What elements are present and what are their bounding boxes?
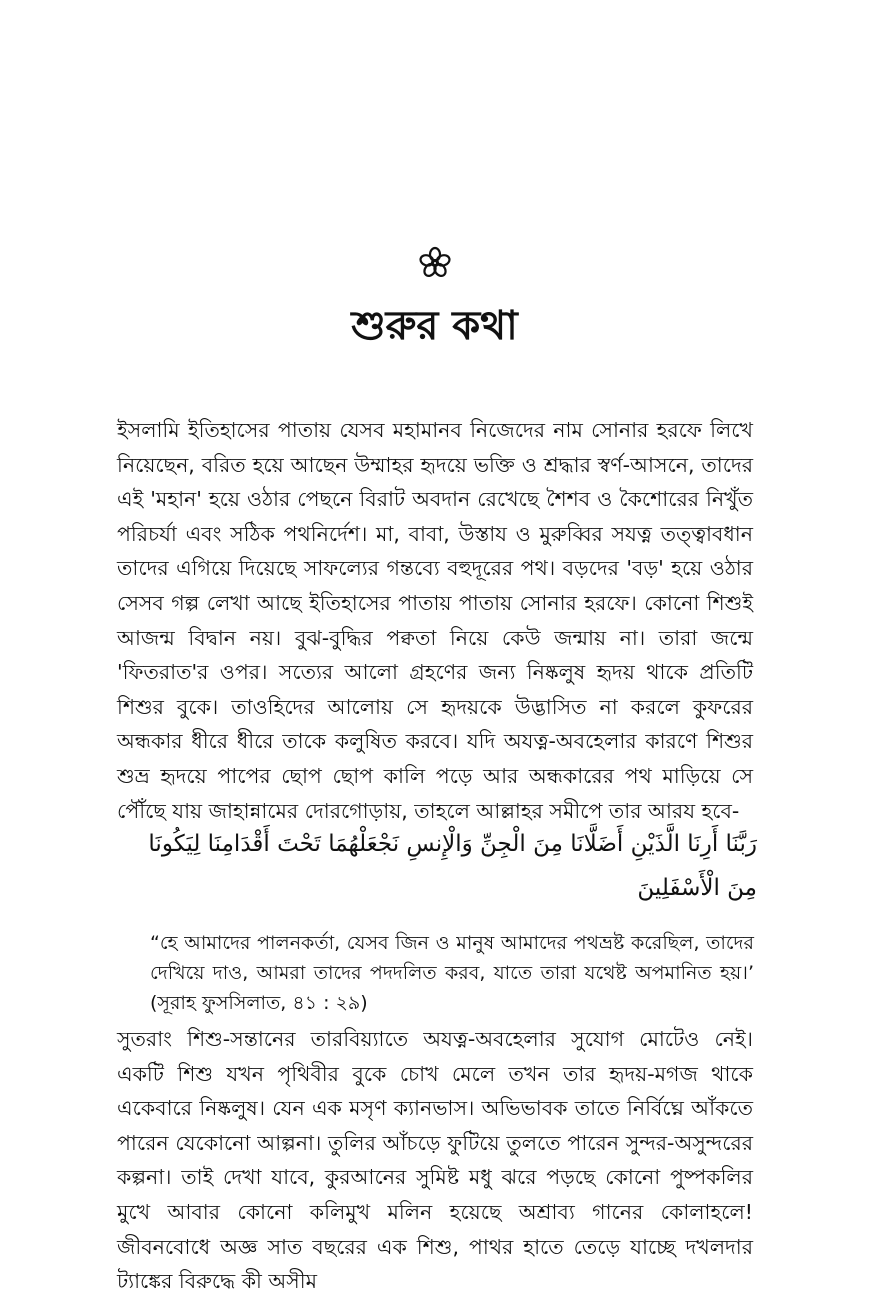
arabic-verse: رَبَّنَا أَرِنَا الَّذَيْنِ أَضَلَّانَا مِنَ الْجِنِّ وَالْإِنسِ نَجْعَلْهُمَا تَحْتَ أَقْدَامِنَا لِيَكُونَا مِنَ الْأَسْفَلِينَ: [148, 831, 757, 901]
body-paragraph-2: সুতরাং শিশু-সন্তানের তারবিয়্যাতে অযত্ন-অবহেলার সুযোগ মোটেও নেই। একটি শিশু যখন পৃথিবীর বুকে চোখ মেলে তখন তার হৃদয়-মগজ থাকে একেবারে নিষ্কলুষ। যেন এক মসৃণ ক্যানভাস। অভিভাবক তাতে নির্বিঘ্নে আঁকতে পারেন যেকোনো আল্পনা। তুলির আঁচড়ে ফুটিয়ে তুলতে পারেন সুন্দর-অসুন্দরের কল্পনা। তাই দেখা যাবে, কুরআনের সুমিষ্ট মধু ঝরে পড়ছে কোনো পুষ্পকলির মুখে আবার কোনো কলিমুখ মলিন হয়েছে অশ্রাব্য গানের কোলাহলে! জীবনবোধে অজ্ঞ সাত বছরের এক শিশু, পাথর হাতে তেড়ে যাচ্ছে দখলদার ট্যাঙ্কের বিরুদ্ধে কী অসীম: [117, 1027, 753, 1294]
verse-translation: “হে আমাদের পালনকর্তা, যেসব জিন ও মানুষ আমাদের পথভ্রষ্ট করেছিল, তাদের দেখিয়ে দাও, আমরা তাদের পদদলিত করব, যাতে তারা যথেষ্ট অপমানিত হয়।’ (সূরাহ ফুসসিলাত, ৪১ : ২৯): [150, 932, 754, 1014]
body-paragraph-1: ইসলামি ইতিহাসের পাতায় যেসব মহামানব নিজেদের নাম সোনার হরফে লিখে নিয়েছেন, বরিত হয়ে আছেন উম্মাহর হৃদয়ে ভক্তি ও শ্রদ্ধার স্বর্ণ-আসনে, তাদের এই 'মহান' হয়ে ওঠার পেছনে বিরাট অবদান রেখেছে শৈশব ও কৈশোরের নিখুঁত পরিচর্যা এবং সঠিক পথনির্দেশ। মা, বাবা, উস্তায ও মুরুব্বির সযত্ন তত্ত্বাবধান তাদের এগিয়ে দিয়েছে সাফল্যের গন্তব্যে বহুদূরের পথ। বড়দের 'বড়' হয়ে ওঠার সেসব গল্প লেখা আছে ইতিহাসের পাতায় পাতায় সোনার হরফে। কোনো শিশুই আজন্ম বিদ্বান নয়। বুঝ-বুদ্ধির পক্বতা নিয়ে কেউ জন্মায় না। তারা জন্মে 'ফিতরাত'র ওপর। সত্যের আলো গ্রহণের জন্য নিষ্কলুষ হৃদয় থাকে প্রতিটি শিশুর বুকে। তাওহিদের আলোয় সে হৃদয়কে উদ্ভাসিত না করলে কুফরের অন্ধকার ধীরে ধীরে তাকে কলুষিত করবে। যদি অযত্ন-অবহেলার কারণে শিশুর শুভ্র হৃদয়ে পাপের ছোপ ছোপ কালি পড়ে আর অন্ধকারের পথ মাড়িয়ে সে পৌঁছে যায় জাহান্নামের দোরগোড়ায়, তাহলে আল্লাহর সমীপে তার আরয হবে-: [117, 418, 753, 823]
chapter-title: শুরুর কথা: [351, 303, 518, 349]
flower-ornament-icon: [0, 246, 869, 284]
